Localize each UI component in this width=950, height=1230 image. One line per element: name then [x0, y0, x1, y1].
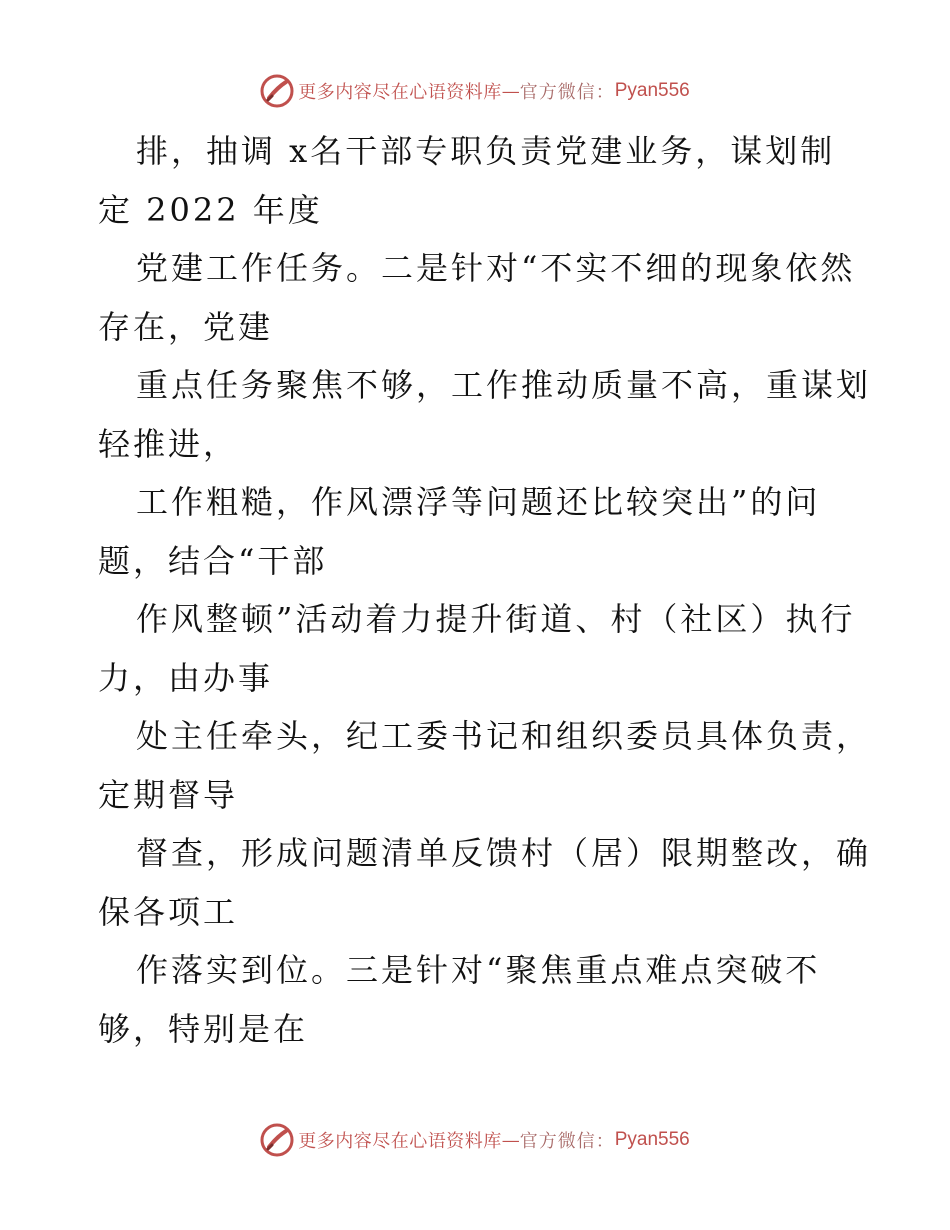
- text-line: 排，抽调 x名干部专职负责党建业务，谋划制: [136, 132, 836, 170]
- brush-logo-icon: [260, 74, 294, 108]
- text-line: 党建工作任务。二是针对“不实不细的现象依然: [136, 249, 856, 287]
- brush-logo-icon: [260, 1123, 294, 1157]
- text-line: 督查，形成问题清单反馈村（居）限期整改，确: [136, 834, 872, 872]
- watermark-dash: —: [501, 80, 520, 102]
- watermark-wechat-id: Pyan556: [614, 80, 690, 101]
- text-line: 够，特别是在: [98, 1009, 309, 1048]
- watermark-wechat-id: Pyan556: [614, 1129, 690, 1150]
- watermark-dash: —: [501, 1129, 520, 1151]
- text-line: 题，结合“干部: [98, 541, 328, 580]
- header-watermark: [0, 71, 950, 111]
- text-line: 保各项工: [98, 892, 239, 931]
- text-line: 重点任务聚焦不够，工作推动质量不高，重谋划: [136, 366, 872, 404]
- text-line: 定期督导: [98, 775, 239, 814]
- text-line: 定 2022 年度: [98, 190, 323, 229]
- text-line: 力，由办事: [98, 658, 274, 697]
- watermark-main-text: 更多内容尽在心语资料库: [298, 1131, 502, 1152]
- document-body: [98, 122, 872, 1058]
- watermark-wechat-label: 官方微信：: [519, 1131, 615, 1152]
- watermark-wechat-label: 官方微信：: [519, 82, 615, 103]
- text-line: 工作粗糙，作风漂浮等问题还比较突出”的问: [136, 483, 821, 521]
- footer-watermark: [0, 1120, 950, 1160]
- text-line: 作风整顿”活动着力提升街道、村（社区）执行: [136, 600, 856, 638]
- text-line: 轻推进，: [98, 424, 239, 463]
- text-line: 存在，党建: [98, 307, 274, 346]
- text-line: 处主任牵头，纪工委书记和组织委员具体负责，: [136, 717, 872, 755]
- text-line: 作落实到位。三是针对“聚焦重点难点突破不: [136, 951, 821, 989]
- watermark-main-text: 更多内容尽在心语资料库: [298, 82, 502, 103]
